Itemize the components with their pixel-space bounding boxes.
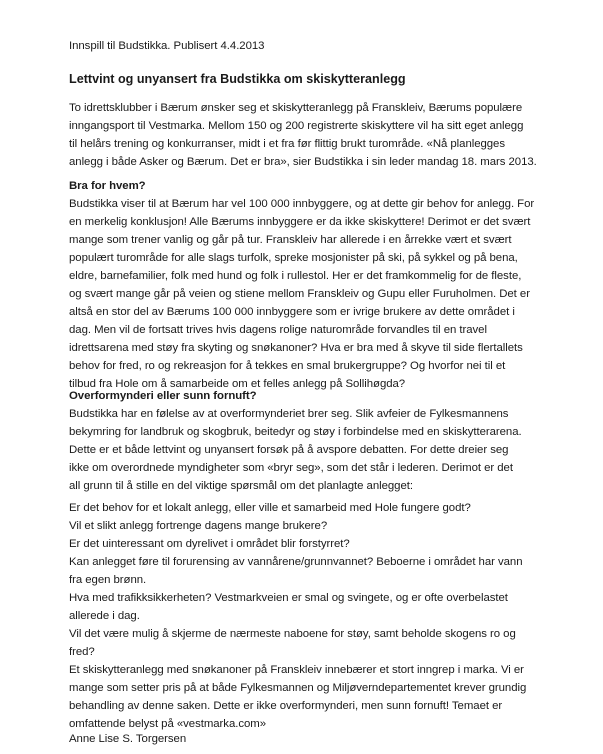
question-line: Kan anlegget føre til forurensing av vannårene/grunnvannet? Beboerne i området har vann: [69, 556, 523, 568]
question-line: Hva med trafikksikkerheten? Vestmarkveien er smal og svingete, og er ofte overbelastet: [69, 592, 508, 604]
question-line: Et skiskytteranlegg med snøkanoner på Franskleiv innebærer et stort inngrep i marka. Vi er: [69, 664, 524, 676]
question-line: Er det uinteressant om dyrelivet i området blir forstyrret?: [69, 538, 350, 550]
paragraph-line: behov for fred, ro og rekreasjon for å tekkes en smal brukergruppe? Og hvorfor nei til et: [69, 360, 506, 372]
paragraph-line: Budstikka har en følelse av at overformynderiet brer seg. Slik avfeier de Fylkesmannens: [69, 408, 509, 420]
intro-line: To idrettsklubber i Bærum ønsker seg et skiskytteranlegg på Franskleiv, Bærums populære: [69, 102, 523, 114]
paragraph-line: altså en stor del av Bærums 100 000 innbyggere som er ivrige brukere av dette området i: [69, 306, 515, 318]
question-line: mange som setter pris på at både Fylkesmannen og Miljøverndepartementet krever grundig: [69, 682, 527, 694]
paragraph-line: ikke om overordnede myndigheter som «bryr seg», som det står i lederen. Derimot er det: [69, 462, 513, 474]
question-line: behandling av denne saken. Dette er ikke overformynderi, men sunn fornuft! Temaet er: [69, 700, 503, 712]
paragraph-line: mange som trener vanlig og går på tur. Franskleiv har allerede i en årrekke vært et svært: [69, 234, 512, 246]
intro-paragraph: [69, 99, 537, 171]
question-line: Vil det være mulig å skjerme de nærmeste naboene for støy, samt beholde skogens ro og: [69, 628, 516, 640]
question-line: omfattende belyst på «vestmarka.com»: [69, 718, 267, 730]
article-title: Lettvint og unyansert fra Budstikka om skiskytteranlegg: [69, 72, 406, 86]
paragraph-line: Budstikka viser til at Bærum har vel 100 000 innbyggere, og at dette gir behov for anlegg. For: [69, 198, 535, 210]
intro-line: til helårs trening og konkurranser, midt i et fra før flittig brukt turområde. «Nå planlegges: [69, 138, 505, 150]
paragraph-line: tilbud fra Hole om å samarbeide om et felles anlegg på Sollihøgda?: [69, 378, 406, 390]
paragraph-line: bekymring for landbruk og skogbruk, beitedyr og støy i forbindelse med en skiskytterarena.: [69, 426, 522, 438]
question-line: Vil et slikt anlegg fortrenge dagens mange brukere?: [69, 520, 328, 532]
question-line: fred?: [69, 646, 95, 658]
question-line: fra egen brønn.: [69, 574, 147, 586]
paragraph-line: dag. Men vil de fortsatt trives hvis dagens rolige naturområde forvandles til en travel: [69, 324, 487, 336]
question-line: Er det behov for et lokalt anlegg, eller ville et samarbeid med Hole fungere godt?: [69, 502, 471, 514]
section-bra-for-hvem: [69, 177, 534, 393]
intro-line: anlegg i både Asker og Bærum. Det er bra», sier Budstikka i sin leder mandag 18. mars 2013.: [69, 156, 537, 168]
paragraph-line: all grunn til å stille en del viktige spørsmål om det planlagte anlegget:: [69, 480, 413, 492]
author-signature: Anne Lise S. Torgersen: [69, 733, 187, 745]
section-heading: Overformynderi eller sunn fornuft?: [69, 390, 257, 402]
paragraph-line: eldre, barnefamilier, folk med hund og folk i rullestol. Her er det framkommelig for de fleste,: [69, 270, 522, 282]
question-line: allerede i dag.: [69, 610, 140, 622]
publication-header: Innspill til Budstikka. Publisert 4.4.2013: [69, 40, 265, 52]
section-overformynderi: [69, 387, 522, 495]
paragraph-line: Dette er et både lettvint og unyansert forsøk på å avspore debatten. For dette dreier seg: [69, 444, 509, 456]
intro-line: inngangsport til Vestmarka. Mellom 150 og 200 registrerte skiskyttere vil ha sitt eget anlegg: [69, 120, 524, 132]
paragraph-line: populært turområde for alle slags turfolk, spreke mosjonister på ski, på sykkel og på bena,: [69, 252, 518, 264]
paragraph-line: og svært mange går på veien og stiene mellom Franskleiv og Gupu eller Furuholmen. Det er: [69, 288, 530, 300]
paragraph-line: idrettsarena med støy fra skyting og snøkanoner? Hva er bra med å skyve til side flertallets: [69, 342, 523, 354]
paragraph-line: en merkelig konklusjon! Alle Bærums innbyggere er da ikke skiskyttere! Derimot er det svært: [69, 216, 531, 228]
questions-list: [69, 499, 526, 733]
section-heading: Bra for hvem?: [69, 180, 146, 192]
